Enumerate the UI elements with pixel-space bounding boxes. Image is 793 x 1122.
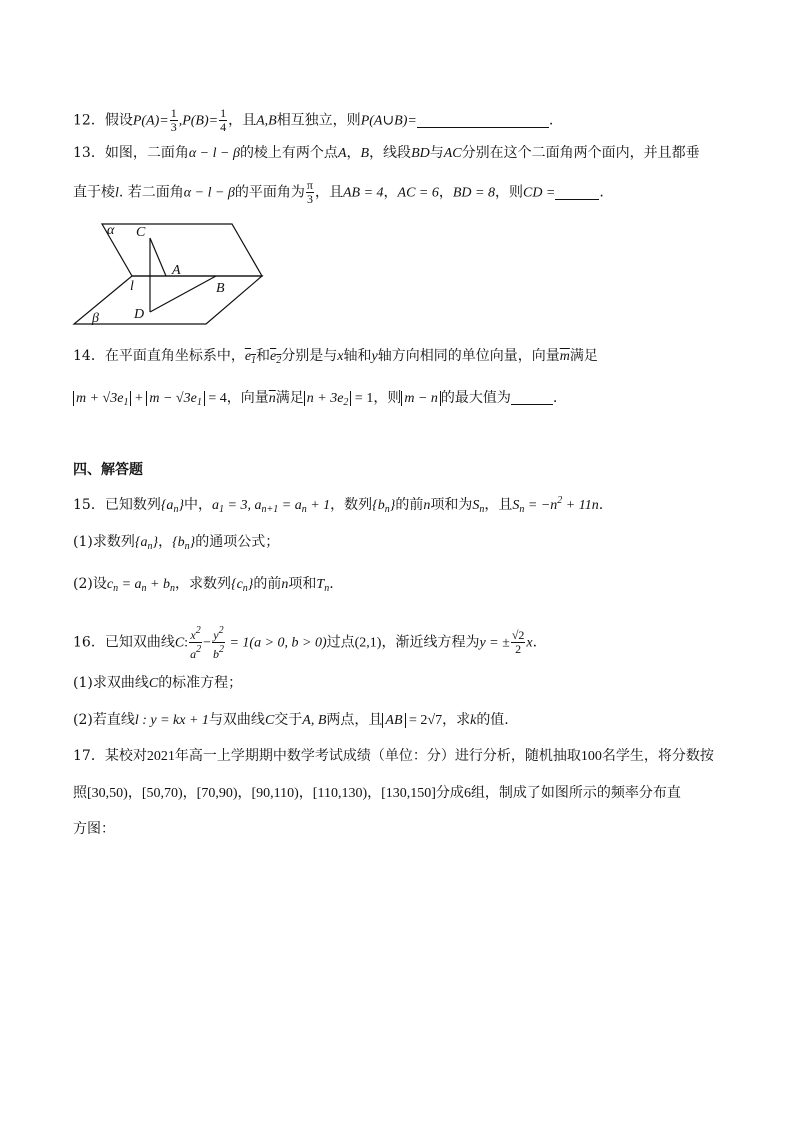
- q14-number: 14．: [73, 348, 105, 364]
- dihedral-angle-figure: [70, 218, 270, 330]
- label-d: D: [134, 307, 145, 322]
- label-a: A: [172, 263, 181, 278]
- label-c: C: [136, 225, 146, 240]
- q16-number: 16．: [73, 634, 105, 651]
- q14-line-2: $m + √3e_1 + m - √3e_1 = 4$，向量$\overline{n}$满足 $n + 3e_2 = 1$，则 m − n 的最大值为 .: [73, 388, 557, 413]
- q12-frac-b: $\frac{1}{4}$: [220, 106, 227, 134]
- q17-line-1: 17．某校对2021年高一上学期期中数学考试成绩（单位：分）进行分析，随机抽取100名学生，将分数按: [73, 748, 714, 764]
- vector-e2: $e_2$: [270, 349, 282, 366]
- label-b: B: [216, 281, 225, 296]
- q15-sum-formula: $S_n = -n^2 + 11n$: [512, 495, 599, 515]
- q13-line-2: 直于棱l. 若二面角α − l − β的平面角为 $\frac{\pi}{3}$ ，且AB = 4，AC = 6，BD = 8，则CD = .: [73, 178, 604, 206]
- q12-number: 12．: [73, 112, 105, 129]
- abs-m-minus-n: m − n: [401, 391, 441, 406]
- plane-alpha: [102, 224, 262, 276]
- q15-number: 15．: [73, 497, 105, 513]
- q17-number: 17．: [73, 748, 105, 764]
- section-heading: 四、解答题: [73, 462, 143, 478]
- q13-frac-pi: $\frac{\pi}{3}$: [306, 178, 313, 206]
- q12-answer-blank: [417, 113, 549, 128]
- q14-answer-blank: [511, 390, 553, 405]
- abs-m-plus: $m + √3e_1$: [73, 391, 131, 406]
- q12-line: 12．假设P(A)= $\frac{1}{3}$ ,P(B)= $\frac{1}{4}$ ，且A,B相互独立，则P(A∪B)= .: [73, 106, 554, 134]
- vector-n: $\overline{n}$: [268, 391, 276, 406]
- segment-ca: [150, 238, 166, 276]
- q16-line: 16．已知双曲线C: $\frac{x^2}{a^2}$ − $\frac{y^2}{b^2}$ = 1(a > 0, b > 0)过点(2,1)，渐近线方程为y = ± $\frac{√2}{2}$ x.: [73, 625, 538, 661]
- abs-m-minus: $m - √3e_1$: [146, 391, 204, 406]
- plane-beta: [74, 276, 262, 324]
- q13-answer-blank: [555, 185, 599, 200]
- label-l: l: [130, 279, 134, 294]
- q16-part-2: (2)若直线l : y = kx + 1与双曲线C交于A, B两点，且 AB = 2√7，求k的值.: [73, 712, 509, 728]
- q15-part-2: (2)设$c_n = a_n + b_n$，求数列$\{c_n\}$的前n项和$T_n$.: [73, 576, 334, 594]
- q16-frac-x: $\frac{x^2}{a^2}$: [190, 625, 202, 661]
- q13-line-1: 13．如图，二面角α − l − β的棱上有两个点A，B，线段BD与AC分别在这个二面角两个面内，并且都垂: [73, 145, 700, 161]
- q15-recurrence: $a_1 = 3$, $a_{n+1} = a_n + 1$: [212, 498, 331, 515]
- q16-part-1: (1)求双曲线C的标准方程；: [73, 675, 243, 691]
- vector-m: $\overline{m}$: [559, 349, 570, 364]
- q16-frac-y: $\frac{y^2}{b^2}$: [212, 625, 224, 661]
- q14-line-1: 14．在平面直角坐标系中，$e_1$和$e_2$分别是与x轴和y轴方向相同的单位向量，向量$\overline{m}$满足: [73, 348, 598, 366]
- q13-number: 13．: [73, 145, 105, 161]
- q16-frac-root2: $\frac{√2}{2}$: [511, 628, 525, 656]
- q15-line: 15．已知数列$\{a_n\}$中，$a_1 = 3$, $a_{n+1} = a_n + 1$，数列$\{b_n\}$的前n项和为$S_n$，且$S_n = -n^2 + 11n$.: [73, 495, 604, 515]
- abs-n-plus: $n + 3e_2$: [304, 391, 352, 406]
- label-beta: β: [92, 311, 99, 326]
- vector-e1: $e_1$: [244, 349, 257, 366]
- q12-frac-a: $\frac{1}{3}$: [170, 106, 177, 134]
- segment-db: [150, 276, 216, 312]
- label-alpha: α: [107, 223, 115, 238]
- q17-line-3: 方图：: [73, 821, 115, 837]
- q15-part-1: (1)求数列$\{a_n\}$，$\{b_n\}$的通项公式；: [73, 534, 280, 552]
- q17-line-2: 照[30,50)，[50,70)，[70,90)，[90,110)，[110,130)，[130,150]分成6组，制成了如图所示的频率分布直: [73, 785, 681, 801]
- q12-pa: P(A)=: [132, 113, 169, 129]
